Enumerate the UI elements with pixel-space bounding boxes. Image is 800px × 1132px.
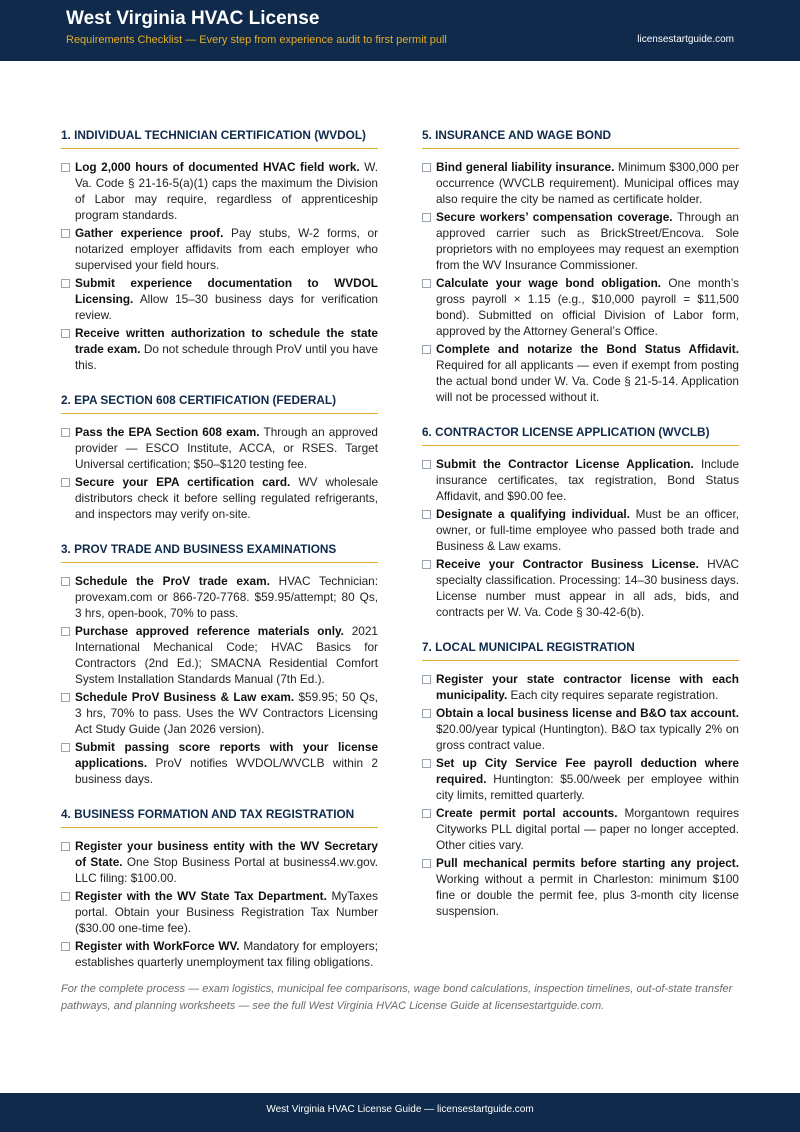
checklist-item [422,755,739,803]
item-lead: Submit passing score reports with your license applications. [75,740,378,770]
checklist [422,159,739,405]
checklist-item [422,456,739,504]
checklist-item [422,671,739,703]
item-detail: MyTaxes portal. Obtain your Business Registration Tax Number ($30.00 one-time fee). [75,889,378,935]
checklist-item [61,888,378,936]
checklist-item [61,325,378,373]
page-header [0,0,800,61]
checklist-item [422,705,739,753]
item-detail: HVAC specialty classification. Processing: 14–30 business days. License number must appear in all ads, bids, and contracts per W. Va. Code § 30-42-6(b). [436,557,739,619]
checkbox[interactable] [61,478,70,487]
checklist-section [422,118,739,405]
checkbox[interactable] [61,329,70,338]
checklist-item [61,739,378,787]
checkbox[interactable] [61,229,70,238]
checklist-item [422,556,739,620]
item-lead: Bind general liability insurance. [436,160,615,174]
checkbox[interactable] [61,693,70,702]
item-detail: Include insurance certificates, tax registration, Bond Status Affidavit, and $90.00 fee. [436,457,740,503]
item-lead: Gather experience proof. [75,226,224,240]
item-lead: Register with WorkForce WV. [75,939,240,953]
checklist-section [422,630,739,919]
checklist-item [61,225,378,273]
checklist-item [422,855,739,919]
item-detail: W. Va. Code § 21-16-5(a)(1) caps the maximum the Division of Labor may require, regardless of apprenticeship program standards. [75,160,378,222]
item-detail: Mandatory for employers; establishes quarterly unemployment tax filing obligations. [75,939,378,969]
checklist-item [422,805,739,853]
item-lead: Log 2,000 hours of documented HVAC field work. [75,160,360,174]
checklist-item [61,573,378,621]
checkbox[interactable] [61,577,70,586]
page-title: West Virginia HVAC License [66,8,320,29]
item-lead: Receive your Contractor Business License. [436,557,699,571]
item-lead: Schedule the ProV trade exam. [75,574,270,588]
item-lead: Register your state contractor license with each municipality. [436,672,739,702]
checklist-item [422,209,739,273]
checklist-section [61,797,378,970]
checklist [61,838,378,970]
item-lead: Set up City Service Fee payroll deduction where required. [436,756,739,786]
item-lead: Secure your EPA certification card. [75,475,291,489]
item-lead: Pull mechanical permits before starting any project. [436,856,739,870]
item-lead: Purchase approved reference materials only. [75,624,344,638]
item-detail: Pay stubs, W-2 forms, or notarized employer affidavits from each employer who supervised your field hours. [75,226,379,272]
item-lead: Obtain a local business license and B&O tax account. [436,706,739,720]
item-lead: Schedule ProV Business & Law exam. [75,690,295,704]
item-detail: 2021 International Mechanical Code; HVAC Basics for Contractors (2nd Ed.); SMACNA Residential Comfort System Installation Standards Manual (7th Ed.). [75,624,378,686]
item-lead: Submit experience documentation to WVDOL Licensing. [75,276,378,306]
item-lead: Register your business entity with the WV Secretary of State. [75,839,378,869]
item-detail: $59.95; 50 Qs, 3 hrs, 70% to pass. Uses the WV Contractors Licensing Act Study Guide (Jan 2026 version). [75,690,379,736]
item-detail: One Stop Business Portal at business4.wv.gov. LLC filing: $100.00. [75,855,378,885]
item-lead: Pass the EPA Section 608 exam. [75,425,260,439]
checklist-section [61,383,378,522]
section-heading: 2. EPA SECTION 608 CERTIFICATION (FEDERAL) [61,383,378,414]
item-detail: Working without a permit in Charleston: minimum $100 fine or double the permit fee, plus 3-month city license suspension. [436,872,739,918]
checkbox[interactable] [422,859,431,868]
checkbox[interactable] [422,163,431,172]
checklist-item [422,275,739,339]
item-lead: Secure workers’ compensation coverage. [436,210,673,224]
checkbox[interactable] [61,627,70,636]
checklist [61,573,378,787]
checkbox[interactable] [422,709,431,718]
site-link[interactable]: licensestartguide.com [637,34,734,45]
item-detail: Required for all applicants — even if exempt from posting the actual bond under W. Va. Code § 21-5-14. Application will not be processed without it. [436,358,739,404]
checklist [61,159,378,373]
checklist [422,671,739,919]
item-detail: One month’s gross payroll × 1.15 (e.g., $10,000 payroll = $11,500 bond). Submitted on official Division of Labor form, approved by the Attorney General’s Office. [436,276,740,338]
checklist-item [61,938,378,970]
checkbox[interactable] [61,892,70,901]
checklist-item [422,159,739,207]
item-detail: WV wholesale distributors check it before selling regulated refrigerants, and inspectors may verify on-site. [75,475,379,521]
page-subtitle: Requirements Checklist — Every step from experience audit to first permit pull [66,34,447,46]
checkbox[interactable] [422,345,431,354]
checklist-item [61,424,378,472]
checklist-item [61,474,378,522]
checkbox[interactable] [61,842,70,851]
checklist-item [61,275,378,323]
checklist-section [61,118,378,373]
section-heading: 6. CONTRACTOR LICENSE APPLICATION (WVCLB) [422,415,739,446]
checkbox[interactable] [61,942,70,951]
checklist-item [61,838,378,886]
checkbox[interactable] [422,675,431,684]
item-detail: ProV notifies WVDOL/WVCLB within 2 business days. [75,756,378,786]
item-detail: Each city requires separate registration. [510,688,719,702]
checkbox[interactable] [61,428,70,437]
checklist [422,456,739,620]
checklist-item [61,689,378,737]
item-detail: Allow 15–30 business days for verification review. [75,292,378,322]
checkbox[interactable] [61,163,70,172]
checkbox[interactable] [422,560,431,569]
item-detail: Do not schedule through ProV until you have this. [75,342,378,372]
checkbox[interactable] [422,213,431,222]
section-heading: 1. INDIVIDUAL TECHNICIAN CERTIFICATION (WVDOL) [61,118,378,149]
item-lead: Designate a qualifying individual. [436,507,630,521]
checklist-item [61,623,378,687]
item-lead: Complete and notarize the Bond Status Affidavit. [436,342,739,356]
section-heading: 5. INSURANCE AND WAGE BOND [422,118,739,149]
checklist-item [422,506,739,554]
checkbox[interactable] [422,759,431,768]
item-lead: Register with the WV State Tax Department. [75,889,327,903]
checkbox[interactable] [61,279,70,288]
item-detail: Huntington: $5.00/week per employee within city limits, remitted quarterly. [436,772,739,802]
item-detail: $20.00/year typical (Huntington). B&O tax typically 2% on gross contract value. [436,722,739,752]
checklist-section [61,532,378,787]
checkbox[interactable] [422,510,431,519]
item-detail: HVAC Technician: provexam.com or 866-720-7768. $59.95/attempt; 80 Qs, 3 hrs, open-book, 70% to pass. [75,574,378,620]
checkbox[interactable] [61,743,70,752]
checklist-item [61,159,378,223]
checklist-columns [61,118,739,978]
section-heading: 3. PROV TRADE AND BUSINESS EXAMINATIONS [61,532,378,563]
checklist-section [422,415,739,620]
item-lead: Create permit portal accounts. [436,806,618,820]
item-detail: Must be an officer, owner, or full-time employee who passed both trade and Business & Law exams. [436,507,739,553]
item-detail: Minimum $300,000 per occurrence (WVCLB requirement). Municipal offices may also require the city be named as certificate holder. [436,160,739,206]
section-heading: 4. BUSINESS FORMATION AND TAX REGISTRATION [61,797,378,828]
item-detail: Through an approved carrier such as BrickStreet/Encova. Sole proprietors with no employees may request an exemption from the WV Insurance Commissioner. [436,210,739,272]
item-lead: Submit the Contractor License Application. [436,457,694,471]
item-detail: Through an approved provider — ESCO Institute, ACCA, or RSES. Target Universal certification; $50–$120 testing fee. [75,425,378,471]
checkbox[interactable] [422,809,431,818]
checklist [61,424,378,522]
section-heading: 7. LOCAL MUNICIPAL REGISTRATION [422,630,739,661]
guide-note: For the complete process — exam logistics, municipal fee comparisons, wage bond calculations, inspection timelines, out-of-state transfer pathways, and planning worksheets — see the full West Virginia HVAC License Guide at licensestartguide.com. [61,983,733,1012]
item-lead: Calculate your wage bond obligation. [436,276,662,290]
page-footer: West Virginia HVAC License Guide — licensestartguide.com [0,1093,800,1132]
item-lead: Receive written authorization to schedule the state trade exam. [75,326,378,356]
checkbox[interactable] [422,460,431,469]
item-detail: Morgantown requires Cityworks PLL digital portal — paper no longer accepted. Other cities vary. [436,806,739,852]
checklist-item [422,341,739,405]
checkbox[interactable] [422,279,431,288]
